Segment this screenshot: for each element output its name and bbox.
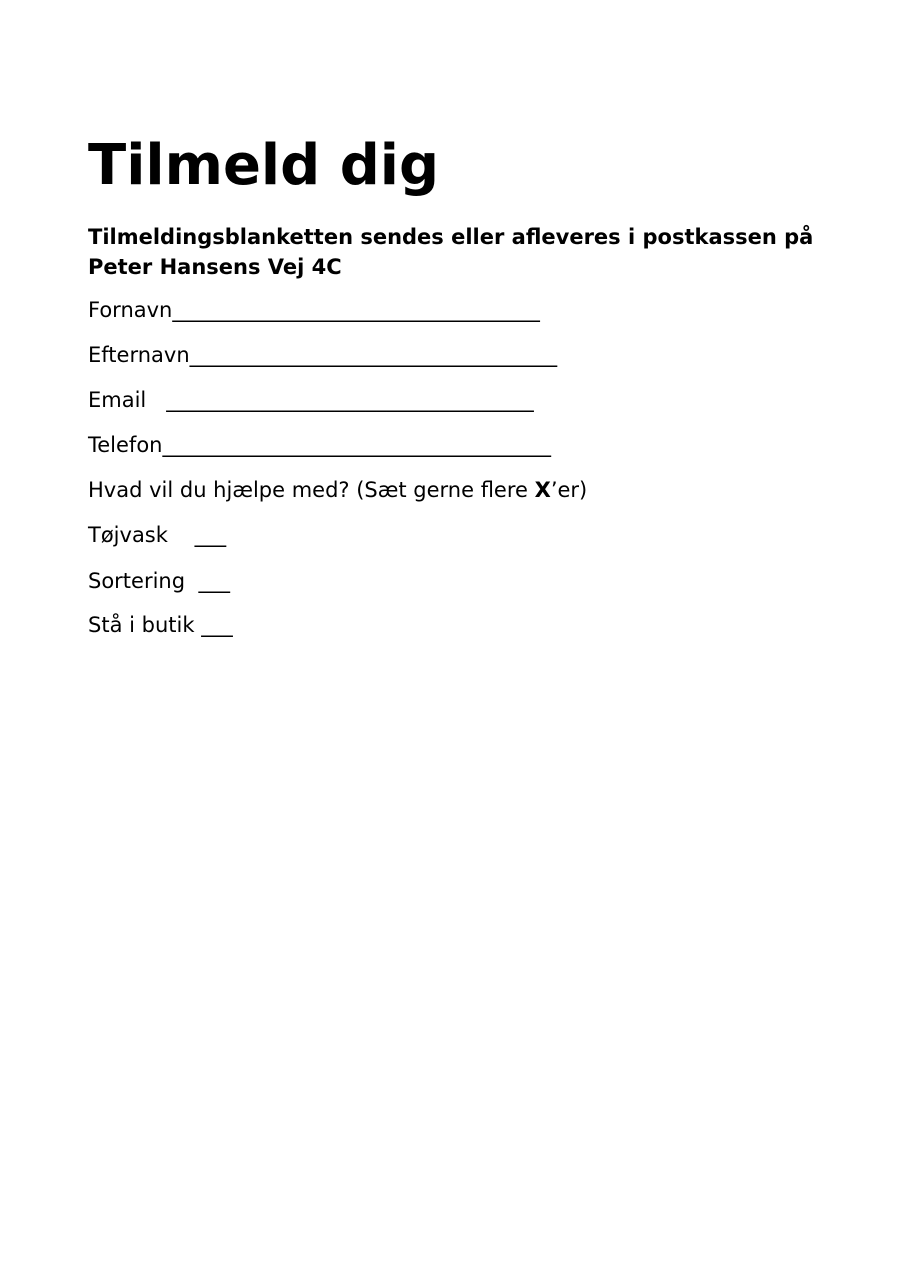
field-fornavn <box>88 296 540 324</box>
sortering-blank-line: ___ <box>198 569 230 593</box>
field-label: Telefon <box>88 433 163 457</box>
question-suffix: ’er) <box>550 478 588 502</box>
option-tojvask <box>88 521 226 549</box>
fornavn-blank-line: ___________________________________ <box>172 298 540 322</box>
page-title: Tilmeld dig <box>88 133 440 198</box>
field-efternavn <box>88 341 557 369</box>
intro-text: Tilmeldingsblanketten sendes eller afleveres i postkassen på Peter Hansens Vej 4C <box>88 225 814 279</box>
question-prefix: Hvad vil du hjælpe med? (Sæt gerne flere <box>88 478 535 502</box>
option-sortering <box>88 567 230 595</box>
option-label: Tøjvask <box>88 523 168 547</box>
option-spacer <box>185 569 198 593</box>
efternavn-blank-line: ___________________________________ <box>189 343 558 367</box>
option-staa-i-butik <box>88 611 233 639</box>
tojvask-blank-line: ___ <box>194 523 227 547</box>
option-spacer <box>168 523 195 547</box>
field-spacer <box>146 388 166 412</box>
field-label: Fornavn <box>88 298 173 322</box>
field-telefon <box>88 431 551 459</box>
field-email <box>88 386 534 414</box>
staa-i-butik-blank-line: ___ <box>201 613 233 637</box>
telefon-blank-line: _____________________________________ <box>162 433 551 457</box>
option-label: Stå i butik <box>88 613 195 637</box>
field-label: Email <box>88 388 147 412</box>
option-label: Sortering <box>88 569 186 593</box>
email-blank-line: ___________________________________ <box>166 388 534 412</box>
question-bold-x: X <box>534 478 551 502</box>
help-question <box>88 476 587 504</box>
field-label: Efternavn <box>88 343 190 367</box>
